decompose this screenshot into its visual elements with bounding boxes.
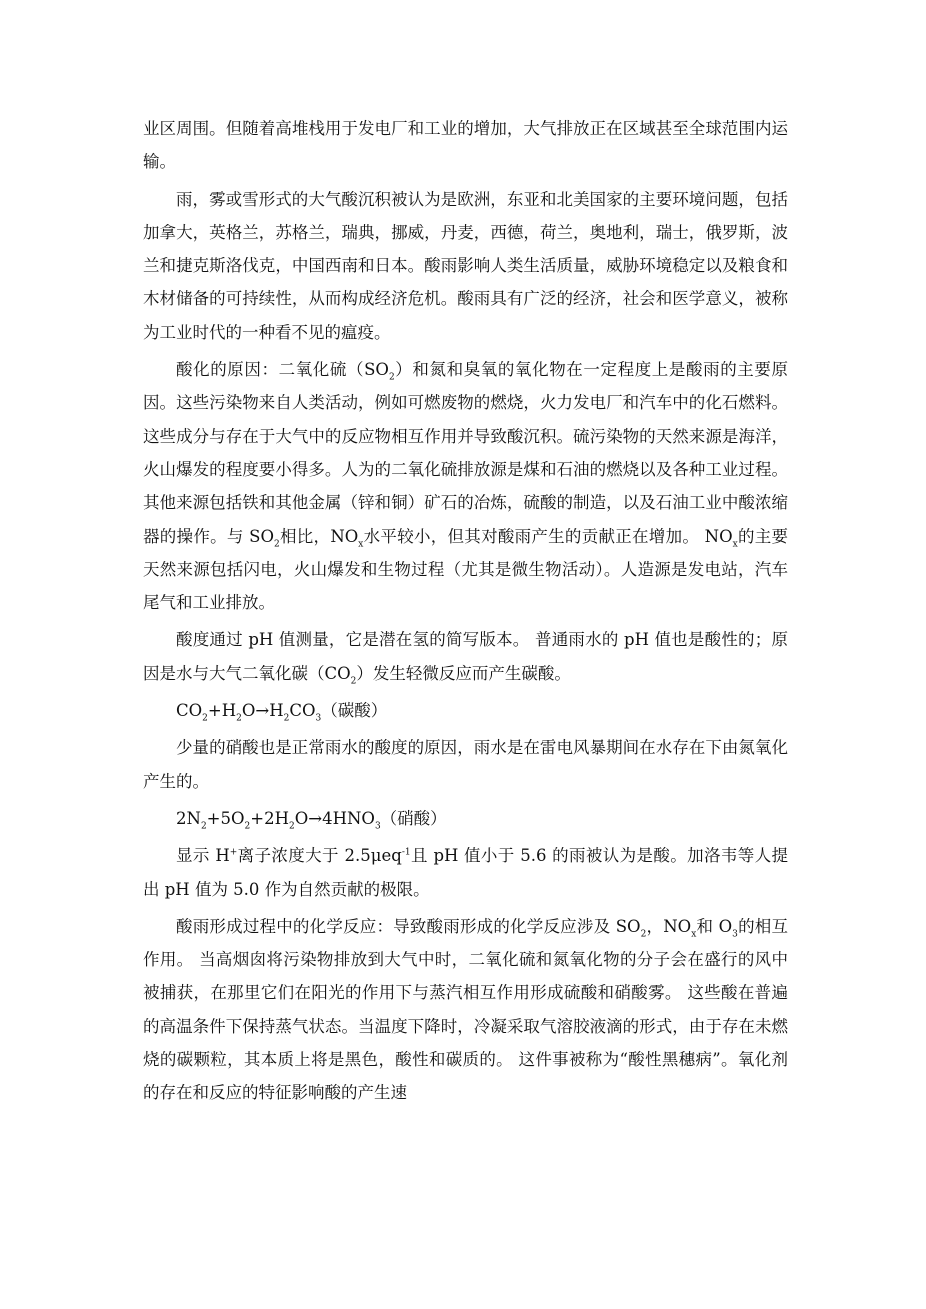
paragraph-acid-deposition-regions: 雨，雾或雪形式的大气酸沉积被认为是欧洲，东亚和北美国家的主要环境问题，包括加拿大，英格兰，苏格兰，瑞典，挪威，丹麦，西德，荷兰，奥地利，瑞士，俄罗斯，波兰和捷克斯洛伐克，中国西南和日本。酸雨影响人类生活质量，威胁环境稳定以及粮食和木材储备的可持续性，从而构成经济危机。酸雨具有广泛的经济，社会和医学意义，被称为工业时代的一种看不见的瘟疫。 [143, 189, 788, 342]
document-body [143, 112, 788, 1114]
paragraph-industrial-emissions: 业区周围。但随着高堆栈用于发电厂和工业的增加，大气排放正在区域甚至全球范围内运输。 [143, 119, 788, 172]
paragraph-chemical-reactions: 酸雨形成过程中的化学反应：导致酸雨形成的化学反应涉及 $SO_2$，$NO_x$和 $O_3$的相互作用。 当高烟囱将污染物排放到大气中时，二氧化硫和氮氧化物的分子会在盛行的风中被捕获，在那里它们在阳光的作用下与蒸汽相互作用形成硫酸和硝酸雾。 这些酸在普遍的高温条件下保持蒸气状态。当温度下降时，冷凝采取气溶胶液滴的形式，由于存在未燃烧的碳颗粒，其本质上将是黑色，酸性和碳质的。 这件事被称为“酸性黑穗病”。氧化剂的存在和反应的特征影响酸的产生速 [143, 916, 789, 1103]
paragraph-nitric-acid: 少量的硝酸也是正常雨水的酸度的原因，雨水是在雷电风暴期间在水存在下由氮氧化产生的。 [143, 738, 788, 791]
equation-carbonic-acid: $CO_2+H_2O\to H_2CO_3$（碳酸） [176, 701, 388, 724]
paragraph-ph-measurement: 酸度通过 pH 值测量，它是潜在氢的简写版本。 普通雨水的 pH 值也是酸性的；原因是水与大气二氧化碳$(CO_2)$发生轻微反应而产生碳酸。 [143, 630, 788, 687]
paragraph-causes-of-acidification: 酸化的原因：二氧化硫$(SO_2)$和氮和臭氧的氧化物在一定程度上是酸雨的主要原因。这些污染物来自人类活动，例如可燃废物的燃烧，火力发电厂和汽车中的化石燃料。这些成分与存在于大气中的反应物相互作用并导致酸沉积。硫污染物的天然来源是海洋，火山爆发的程度要小得多。人为的二氧化硫排放源是煤和石油的燃烧以及各种工业过程。其他来源包括铁和其他金属（锌和铜）矿石的冶炼，硫酸的制造，以及石油工业中酸浓缩器的操作。与 $SO_2$相比，$NO_x$水平较小，但其对酸雨产生的贡献正在增加。 $NO_x$的主要天然来源包括闪电，火山爆发和生物过程（尤其是微生物活动）。人造源是发电站，汽车尾气和工业排放。 [143, 360, 789, 613]
equation-nitric-acid: $2N_2+5O_2+2H_2O\to 4HNO_3$（硝酸） [176, 808, 447, 832]
paragraph-acid-rain-definition: 显示 H+离子浓度大于 2.5μeq$^{-1}$且 pH 值小于 5.6 的雨被认为是酸。加洛韦等人提出 pH 值为 5.0 作为自然贡献的极限。 [143, 846, 789, 899]
